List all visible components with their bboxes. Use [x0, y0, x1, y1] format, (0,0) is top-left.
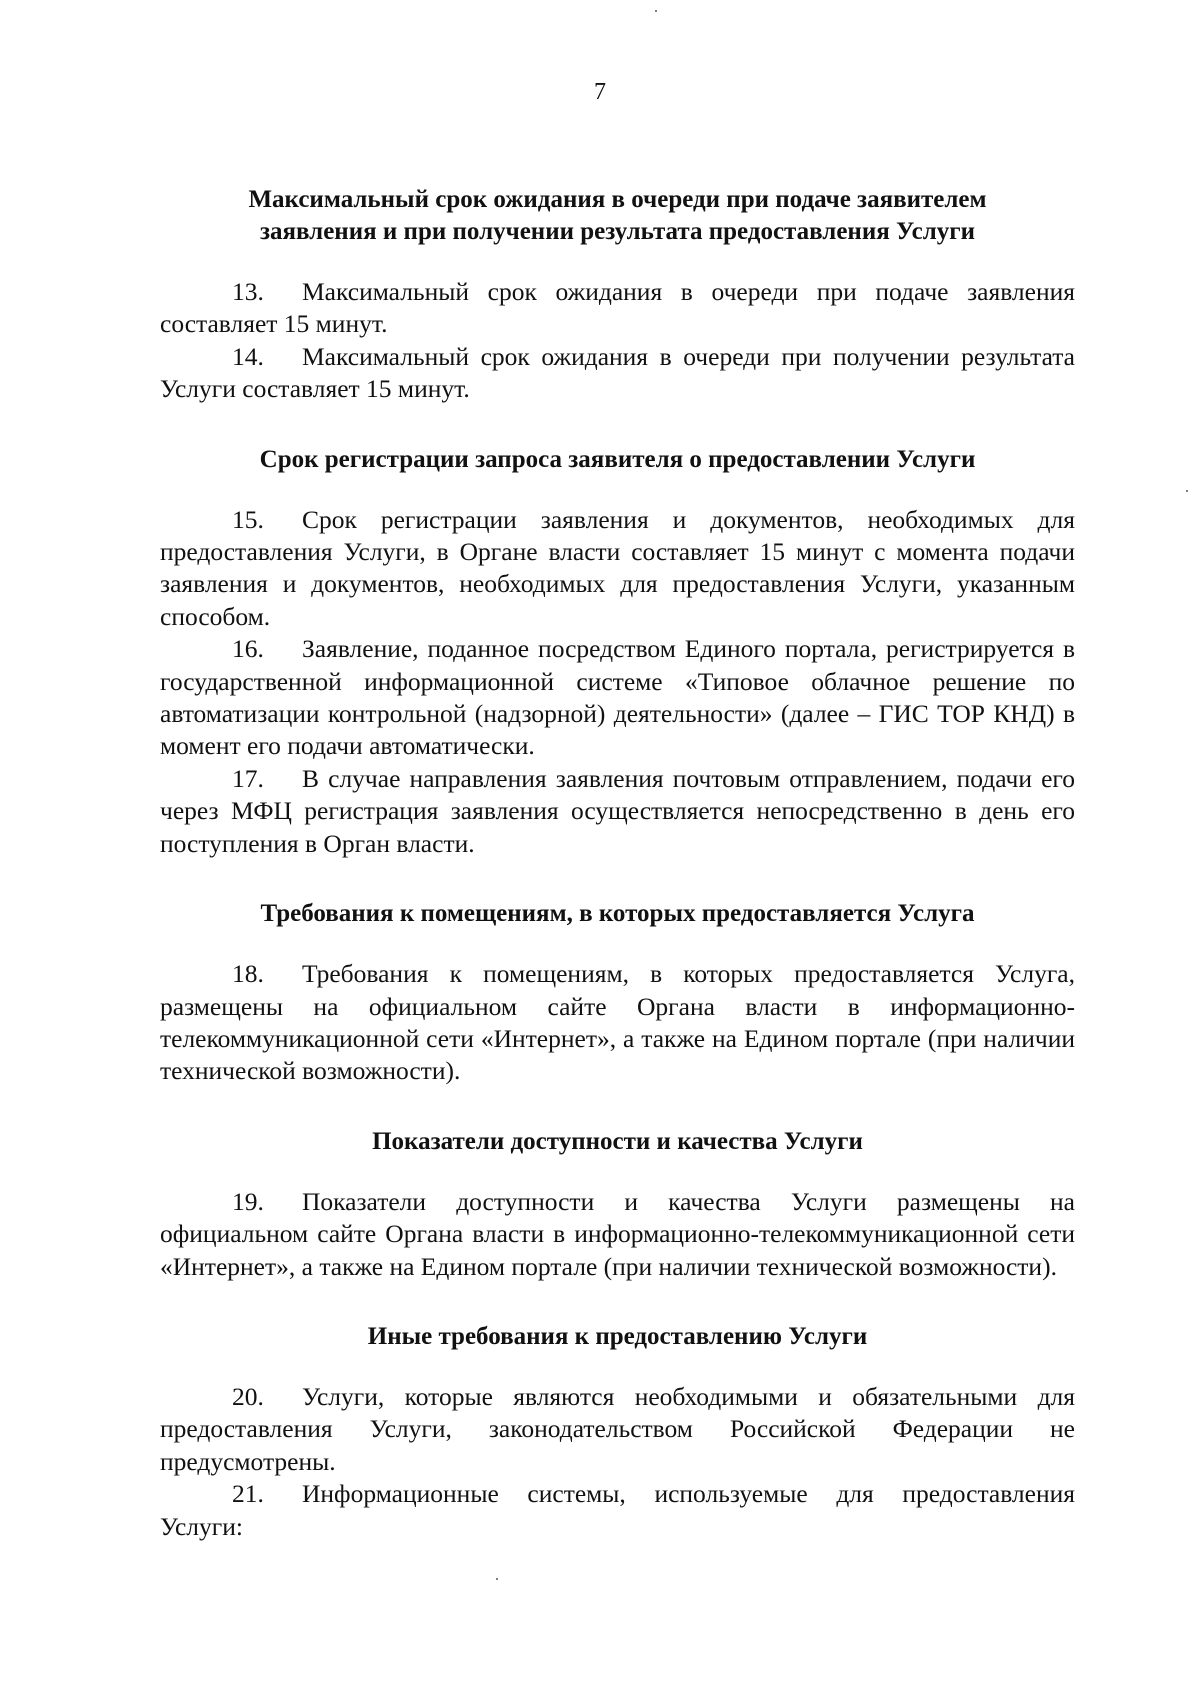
paragraph-number: 16.: [232, 634, 264, 664]
paragraph-text: Показатели доступности и качества Услуги размещены на официальном сайте Органа власти в информационно-телекоммуникационной сети «Интернет», а также на Едином портале (при наличии технической возможности).: [160, 1186, 1075, 1281]
section-quality-indicators: [160, 1126, 1075, 1283]
paragraph-17: [160, 763, 1075, 860]
paragraph-18: [160, 958, 1075, 1088]
paragraph-number: 20.: [232, 1381, 264, 1411]
section-registration: [160, 444, 1075, 860]
paragraph-text: Максимальный срок ожидания в очереди при получении результата Услуги составляет 15 минут.: [160, 341, 1075, 404]
paragraph-13: [160, 276, 1075, 341]
paragraph-number: 18.: [232, 959, 264, 989]
section-heading-continued: заявления и при получении результата предоставления Услуги: [259, 218, 976, 245]
paragraph-text: Срок регистрации заявления и документов, необходимых для предоставления Услуги, в Органе власти составляет 15 минут с момента подачи заявления и документов, необходимых для предоставления Услуги, указанным способом.: [160, 504, 1075, 631]
paragraph-text: Требования к помещениям, в которых предоставляется Услуга, размещены на официальном сайте Органа власти в информационно-телекоммуникационной сети «Интернет», а также на Едином портале (при наличии технической возможности).: [160, 959, 1075, 1086]
section-heading: Требования к помещениям, в которых предоставляется Услуга: [260, 900, 975, 928]
paragraph-19: [160, 1186, 1075, 1283]
paragraph-text: В случае направления заявления почтовым отправлением, подачи его через МФЦ регистрация заявления осуществляется непосредственно в день его поступления в Орган власти.: [160, 763, 1075, 858]
paragraph-16: [160, 633, 1075, 763]
paragraph-14: [160, 341, 1075, 406]
page-number: 7: [594, 79, 606, 105]
paragraph-number: 17.: [232, 763, 264, 793]
paragraph-number: 14.: [232, 341, 264, 371]
document-body: [160, 184, 1075, 1543]
scan-speck: [1186, 490, 1188, 492]
section-waiting-time: [160, 184, 1075, 406]
paragraph-number: 21.: [232, 1479, 264, 1509]
section-heading: Срок регистрации запроса заявителя о предоставлении Услуги: [259, 445, 976, 473]
section-heading: Иные требования к предоставлению Услуги: [367, 1322, 868, 1350]
paragraph-number: 13.: [232, 277, 264, 306]
paragraph-text: Максимальный срок ожидания в очереди при подаче заявления составляет 15 минут.: [160, 277, 1075, 339]
paragraph-number: 19.: [232, 1186, 264, 1216]
scan-speck: [655, 10, 657, 12]
paragraph-20: [160, 1381, 1075, 1478]
paragraph-15: [160, 504, 1075, 634]
section-heading: Максимальный срок ожидания в очереди при подаче заявителем: [248, 186, 987, 213]
paragraph-21: [160, 1478, 1075, 1543]
paragraph-text: Информационные системы, используемые для предоставления Услуги:: [160, 1479, 1075, 1541]
section-other-requirements: [160, 1321, 1075, 1543]
paragraph-number: 15.: [232, 504, 264, 534]
section-premises: [160, 898, 1075, 1088]
paragraph-text: Заявление, поданное посредством Единого портала, регистрируется в государственной информационной системе «Типовое облачное решение по автоматизации контрольной (надзорной) деятельности» (далее – ГИС ТОР КНД) в момент его подачи автоматически.: [160, 634, 1075, 761]
scan-speck: [496, 1578, 498, 1580]
paragraph-text: Услуги, которые являются необходимыми и обязательными для предоставления Услуги, законодательством Российской Федерации не предусмотрены.: [160, 1381, 1075, 1476]
section-heading: Показатели доступности и качества Услуги: [372, 1127, 863, 1155]
